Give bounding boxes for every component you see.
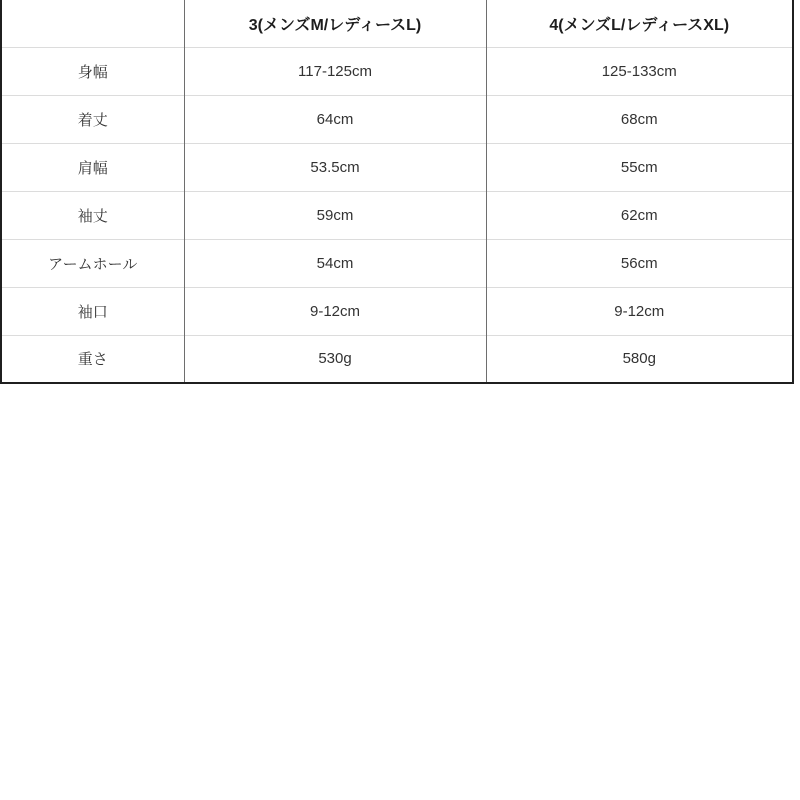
size-value-cell: 59cm	[184, 191, 486, 239]
size-value-cell: 54cm	[184, 239, 486, 287]
row-label: アームホール	[1, 239, 184, 287]
size-value-cell: 64cm	[184, 95, 486, 143]
row-label: 袖口	[1, 287, 184, 335]
table-row-shoulder-width	[1, 143, 793, 191]
corner-header-cell	[1, 0, 184, 47]
size-value-cell: 117-125cm	[184, 47, 486, 95]
row-label: 肩幅	[1, 143, 184, 191]
size-value-cell: 68cm	[486, 95, 793, 143]
size-value-cell: 580g	[486, 335, 793, 383]
size-chart-table	[0, 0, 794, 384]
size-value-cell: 56cm	[486, 239, 793, 287]
row-label: 身幅	[1, 47, 184, 95]
table-row-sleeve-length	[1, 191, 793, 239]
header-row	[1, 0, 793, 47]
size-value-cell: 9-12cm	[486, 287, 793, 335]
row-label: 重さ	[1, 335, 184, 383]
table-row-length	[1, 95, 793, 143]
size-value-cell: 530g	[184, 335, 486, 383]
table-row-cuff	[1, 287, 793, 335]
column-header-size-3: 3(メンズM/レディースL)	[184, 0, 486, 47]
size-value-cell: 9-12cm	[184, 287, 486, 335]
size-value-cell: 62cm	[486, 191, 793, 239]
row-label: 袖丈	[1, 191, 184, 239]
size-value-cell: 53.5cm	[184, 143, 486, 191]
size-chart-header	[1, 0, 793, 47]
table-row-weight	[1, 335, 793, 383]
column-header-size-4: 4(メンズL/レディースXL)	[486, 0, 793, 47]
size-value-cell: 125-133cm	[486, 47, 793, 95]
row-label: 着丈	[1, 95, 184, 143]
size-value-cell: 55cm	[486, 143, 793, 191]
table-row-armhole	[1, 239, 793, 287]
table-row-body-width	[1, 47, 793, 95]
size-chart-body	[1, 47, 793, 383]
